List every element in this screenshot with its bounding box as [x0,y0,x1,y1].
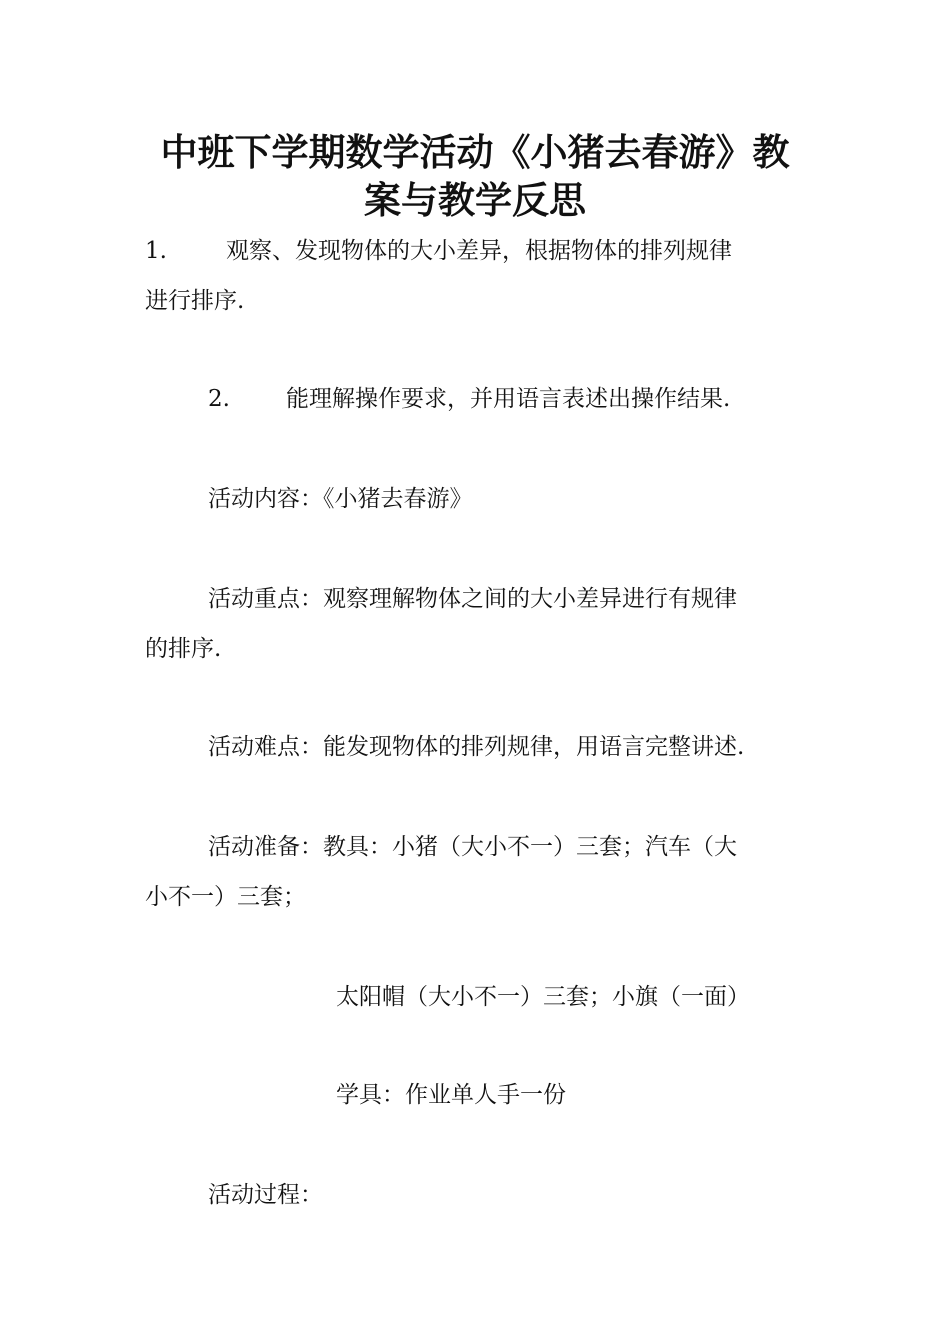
activity-process-heading: 活动过程： [208,1182,323,1208]
activity-focus-line-2: 的排序. [145,636,222,662]
objective-1-line-1: 观察、发现物体的大小差异，根据物体的排列规律 [226,238,732,264]
activity-focus-line-1: 活动重点：观察理解物体之间的大小差异进行有规律 [208,586,737,612]
objective-1-line-2: 进行排序. [145,288,245,314]
activity-difficulty: 活动难点：能发现物体的排列规律，用语言完整讲述. [208,734,745,760]
activity-prep-line-4: 学具：作业单人手一份 [336,1082,566,1108]
objective-2-text: 能理解操作要求，并用语言表述出操作结果. [286,386,731,412]
objective-1-number: 1. [145,238,167,264]
activity-content: 活动内容：《小猪去春游》 [208,486,473,512]
title-line-1: 中班下学期数学活动《小猪去春游》教 [160,131,790,174]
objective-2-number: 2. [208,386,230,412]
activity-prep-line-1: 活动准备：教具：小猪（大小不一）三套；汽车（大 [208,834,737,860]
activity-prep-line-3: 太阳帽（大小不一）三套；小旗（一面） [336,984,750,1010]
activity-prep-line-2: 小不一）三套； [145,884,306,910]
title-line-2: 案与教学反思 [364,179,586,222]
